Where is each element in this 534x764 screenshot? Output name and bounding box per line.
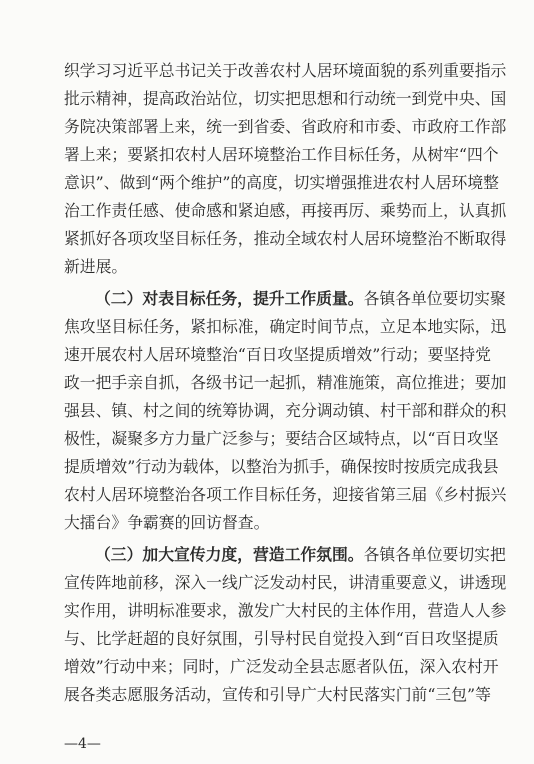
paragraph-2-first-line-rest: 各镇各单位要切实聚 — [363, 289, 506, 308]
paragraph-2-line: 极性，凝聚多方力量广泛参与；要结合区域特点，以“百日攻坚 — [64, 429, 499, 448]
paragraph-1-line: 紧抓好各项攻坚目标任务，推动全域农村人居环境整治不断取得 — [64, 229, 507, 248]
paragraph-2-line: 政一把手亲自抓，各级书记一起抓，精准施策，高位推进；要加 — [64, 373, 507, 392]
paragraph-3-line: 展各类志愿服务活动，宣传和引导广大村民落实门前“三包”等 — [64, 685, 491, 704]
paragraph-3-first-line-rest: 各镇各单位要切实把 — [363, 545, 506, 564]
paragraph-1-line: 署上来；要紧扣农村人居环境整治工作目标任务，从树牢“四个 — [64, 145, 499, 164]
paragraph-2-line: 焦攻坚目标任务，紧扣标准，确定时间节点，立足本地实际，迅 — [64, 317, 507, 336]
paragraph-2-first-line — [95, 286, 506, 312]
paragraph-2-line: 提质增效”行动为载体，以整治为抓手，确保按时按质完成我县 — [64, 457, 499, 476]
paragraph-1-line: 意识”、做到“两个维护”的高度，切实增强推进农村人居环境整 — [64, 173, 499, 192]
paragraph-3-line: 实作用，讲明标准要求，激发广大村民的主体作用，营造人人参 — [64, 601, 507, 620]
paragraph-3-line: 宣传阵地前移，深入一线广泛发动村民，讲清重要意义，讲透现 — [64, 573, 507, 592]
paragraph-3-line: 增效”行动中来；同时，广泛发动全县志愿者队伍，深入农村开 — [64, 657, 499, 676]
page-number: —4— — [64, 736, 101, 752]
section-heading-3: （三）加大宣传力度，营造工作氛围。 — [95, 545, 364, 564]
paragraph-1-line: 批示精神，提高政治站位，切实把思想和行动统一到党中央、国 — [64, 89, 507, 108]
paragraph-2-line: 农村人居环境整治各项工作目标任务，迎接省第三届《乡村振兴 — [64, 485, 507, 504]
paragraph-2-line: 强县、镇、村之间的统筹协调，充分调动镇、村干部和群众的积 — [64, 401, 507, 420]
paragraph-1-line: 务院决策部署上来，统一到省委、省政府和市委、市政府工作部 — [64, 117, 507, 136]
paragraph-1-line: 织学习习近平总书记关于改善农村人居环境面貌的系列重要指示 — [64, 61, 507, 80]
paragraph-3-first-line — [95, 542, 506, 568]
section-heading-2: （二）对表目标任务，提升工作质量。 — [95, 289, 364, 308]
paragraph-3-line: 与、比学赶超的良好氛围，引导村民自觉投入到“百日攻坚提质 — [64, 629, 499, 648]
paragraph-1-line: 新进展。 — [64, 257, 128, 276]
paragraph-1-line: 治工作责任感、使命感和紧迫感，再接再厉、乘势而上，认真抓 — [64, 201, 507, 220]
paragraph-2-line: 大擂台》争霸赛的回访督查。 — [64, 513, 270, 532]
paragraph-2-line: 速开展农村人居环境整治“百日攻坚提质增效”行动；要坚持党 — [64, 345, 491, 364]
